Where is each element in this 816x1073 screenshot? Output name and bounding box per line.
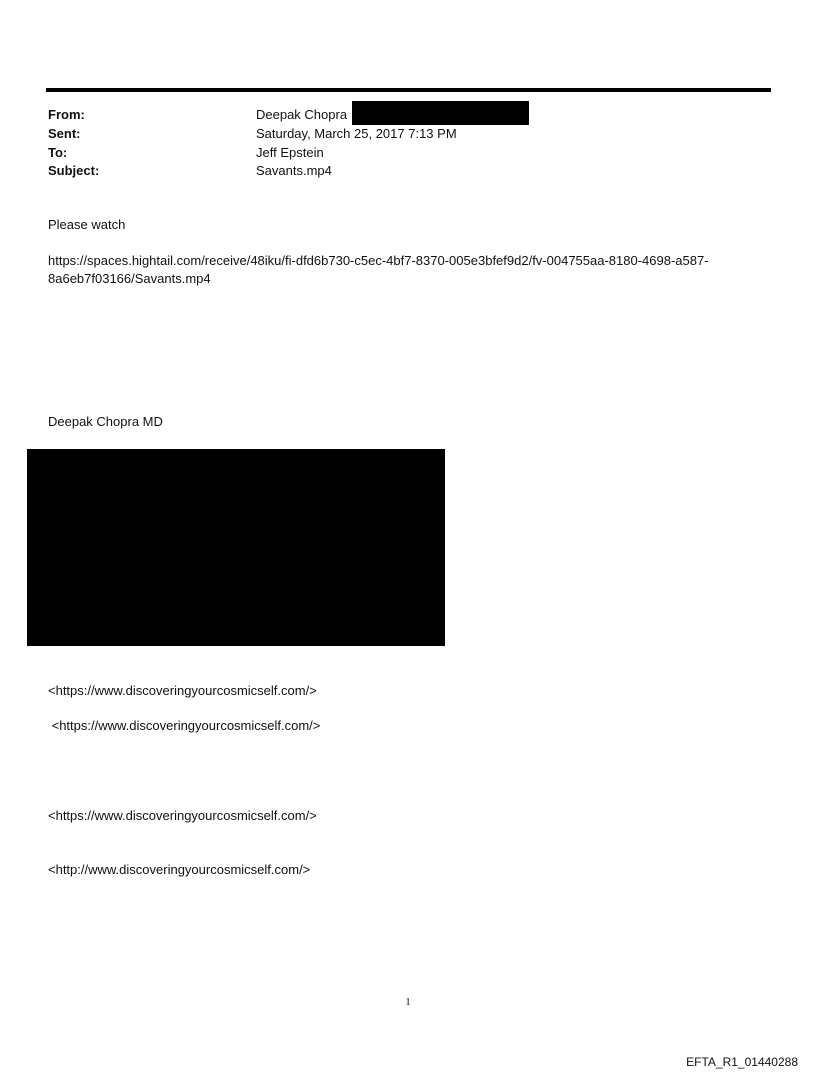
redacted-image [27,449,445,646]
sent-label: Sent: [48,126,81,141]
document-id: EFTA_R1_01440288 [686,1055,798,1069]
page-number: 1 [405,996,411,1008]
redacted-email-address [352,101,529,125]
from-value: Deepak Chopra [256,107,348,122]
to-label: To: [48,145,68,160]
website-link-1[interactable]: <https://www.discoveringyourcosmicself.com/> [48,683,317,698]
signature-name: Deepak Chopra MD [48,414,163,429]
subject-value: Savants.mp4 [256,163,332,178]
from-label: From: [48,107,85,122]
video-link[interactable] [48,252,778,288]
greeting-text: Please watch [48,217,126,232]
to-value: Jeff Epstein [256,145,324,160]
video-link-line-2[interactable]: 8a6eb7f03166/Savants.mp4 [48,271,211,286]
sent-value: Saturday, March 25, 2017 7:13 PM [256,126,457,141]
website-link-4[interactable]: <http://www.discoveringyourcosmicself.com/> [48,862,311,877]
subject-label: Subject: [48,163,100,178]
website-link-3[interactable]: <https://www.discoveringyourcosmicself.com/> [48,808,317,823]
header-rule [46,88,771,92]
website-link-2[interactable]: <https://www.discoveringyourcosmicself.com/> [48,718,321,733]
video-link-line-1[interactable]: https://spaces.hightail.com/receive/48iku/fi-dfd6b730-c5ec-4bf7-8370-005e3bfef9d2/fv-004755aa-8180-4698-a587- [48,253,709,268]
